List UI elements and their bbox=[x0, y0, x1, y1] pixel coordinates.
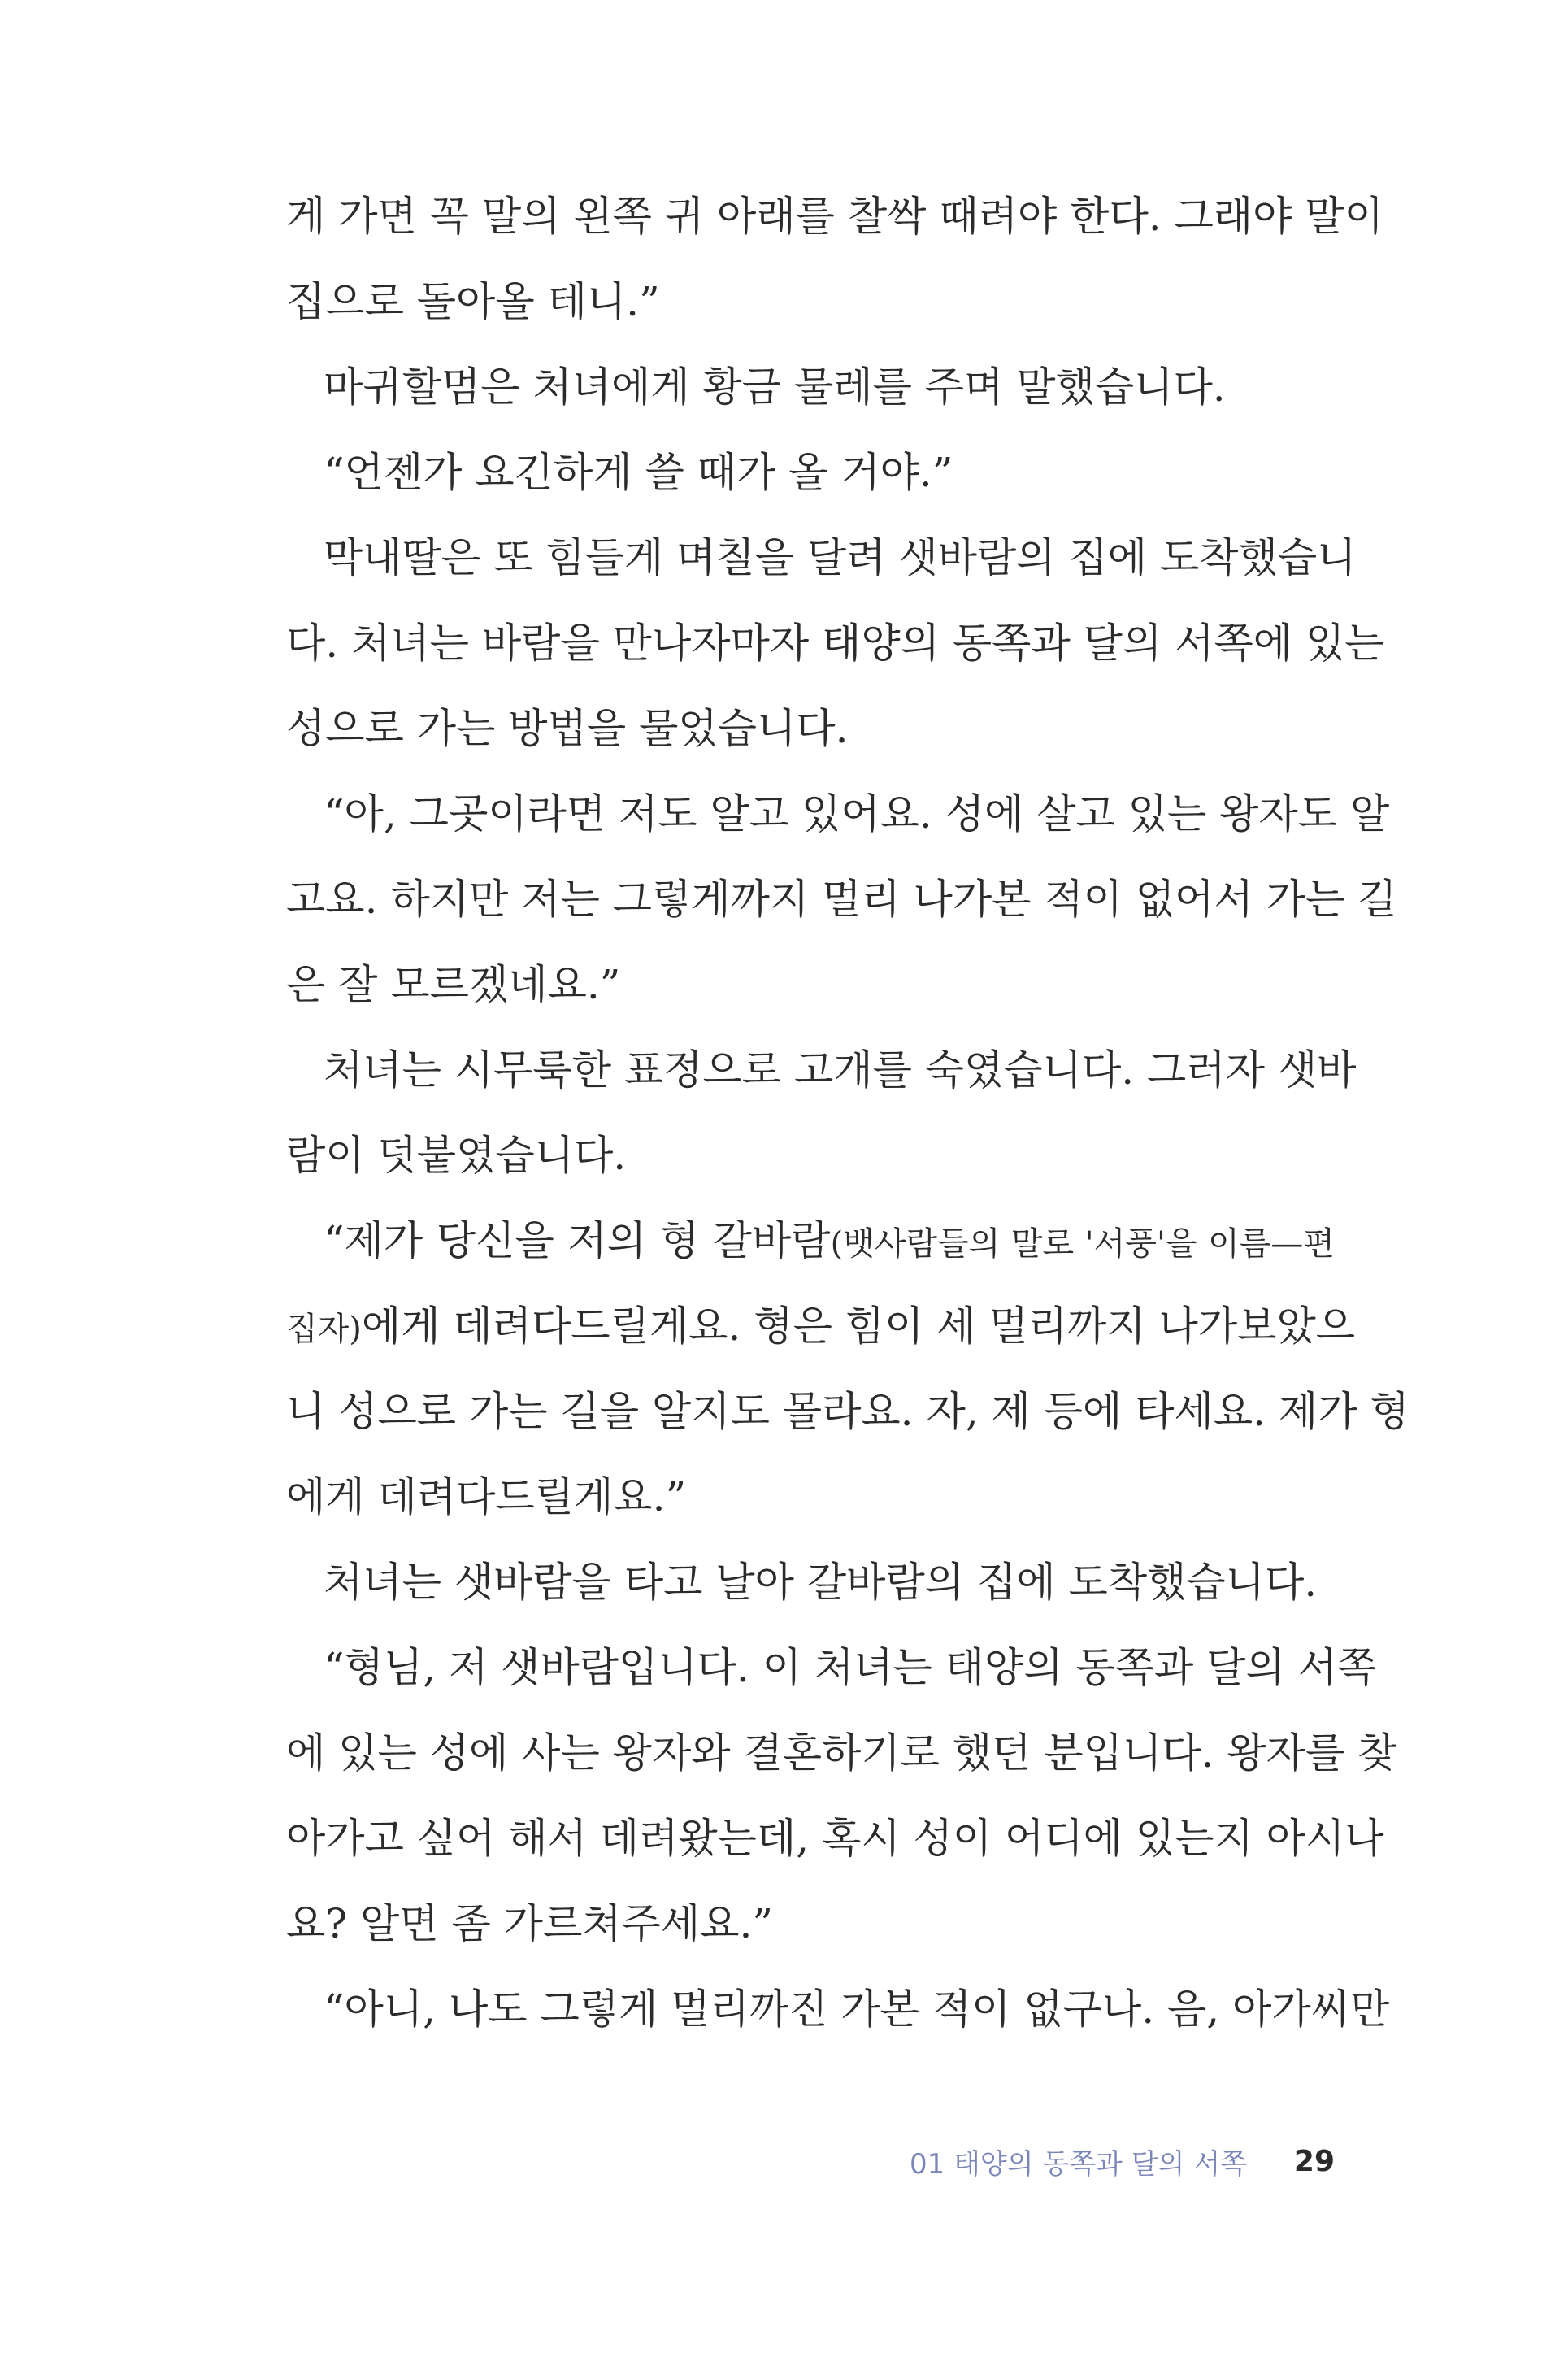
text-line bbox=[286, 1796, 1384, 1881]
text-line bbox=[286, 1881, 1335, 1967]
line-text: 성으로 가는 방법을 물었습니다. bbox=[286, 705, 849, 752]
text-line bbox=[286, 430, 1335, 515]
text-line bbox=[286, 1113, 1335, 1198]
line-text: “제가 당신을 저의 형 갈바람 bbox=[324, 1217, 831, 1264]
line-text: “아, 그곳이라면 저도 알고 있어요. 성에 살고 있는 왕자도 알 bbox=[324, 790, 1390, 837]
line-text: 막내딸은 또 힘들게 며칠을 달려 샛바람의 집에 도착했습니 bbox=[324, 534, 1357, 581]
text-line bbox=[286, 1284, 1356, 1369]
text-line bbox=[286, 515, 1357, 601]
line-text: 아가고 싶어 해서 데려왔는데, 혹시 성이 어디에 있는지 아시나 bbox=[286, 1815, 1384, 1862]
line-text: 집으로 돌아올 테니.” bbox=[286, 278, 660, 325]
running-chapter-title: 01 태양의 동쪽과 달의 서쪽 bbox=[909, 2147, 1247, 2181]
text-line bbox=[286, 1967, 1390, 2052]
body-text bbox=[286, 174, 1409, 2052]
line-text: 게 가면 꼭 말의 왼쪽 귀 아래를 찰싹 때려야 한다. 그래야 말이 bbox=[286, 193, 1383, 240]
text-line bbox=[286, 259, 1335, 345]
page-footer bbox=[286, 2137, 1335, 2186]
editor-note: 집자) bbox=[286, 1311, 362, 1348]
line-text: 고요. 하지만 저는 그렇게까지 멀리 나가본 적이 없어서 가는 길 bbox=[286, 876, 1397, 923]
text-line bbox=[286, 857, 1397, 942]
line-text: 에 있는 성에 사는 왕자와 결혼하기로 했던 분입니다. 왕자를 찾 bbox=[286, 1729, 1397, 1777]
text-line bbox=[286, 1625, 1377, 1711]
line-text: 마귀할멈은 처녀에게 황금 물레를 주며 말했습니다. bbox=[324, 363, 1226, 411]
text-line bbox=[286, 1711, 1397, 1796]
line-text: 요? 알면 좀 가르쳐주세요.” bbox=[286, 1900, 773, 1947]
text-line bbox=[286, 1198, 1335, 1284]
line-text: “언젠가 요긴하게 쓸 때가 올 거야.” bbox=[324, 449, 953, 496]
text-line bbox=[286, 345, 1335, 430]
text-line bbox=[286, 174, 1383, 259]
line-text: “아니, 나도 그렇게 멀리까진 가본 적이 없구나. 음, 아가씨만 bbox=[324, 1985, 1390, 2033]
line-text-tail: 에게 데려다드릴게요. 형은 힘이 세 멀리까지 나가보았으 bbox=[361, 1303, 1356, 1350]
text-line bbox=[286, 1455, 1335, 1540]
text-line bbox=[286, 601, 1384, 686]
line-text: 에게 데려다드릴게요.” bbox=[286, 1473, 687, 1520]
text-line bbox=[286, 1540, 1335, 1625]
text-line bbox=[286, 1028, 1357, 1113]
line-text: “형님, 저 샛바람입니다. 이 처녀는 태양의 동쪽과 달의 서쪽 bbox=[324, 1644, 1377, 1691]
page-number: 29 bbox=[1293, 2144, 1335, 2178]
line-text: 은 잘 모르겠네요.” bbox=[286, 961, 621, 1008]
line-text: 람이 덧붙였습니다. bbox=[286, 1132, 627, 1179]
text-line bbox=[286, 686, 1335, 772]
line-text: 처녀는 샛바람을 타고 날아 갈바람의 집에 도착했습니다. bbox=[324, 1559, 1318, 1606]
text-line bbox=[286, 1369, 1409, 1455]
line-text: 처녀는 시무룩한 표정으로 고개를 숙였습니다. 그러자 샛바 bbox=[324, 1046, 1357, 1094]
line-text: 니 성으로 가는 길을 알지도 몰라요. 자, 제 등에 타세요. 제가 형 bbox=[286, 1388, 1409, 1435]
line-text: 다. 처녀는 바람을 만나자마자 태양의 동쪽과 달의 서쪽에 있는 bbox=[286, 620, 1384, 667]
editor-note: (뱃사람들의 말로 '서풍'을 이름—편 bbox=[830, 1225, 1335, 1263]
text-line bbox=[286, 772, 1390, 857]
text-line bbox=[286, 942, 1335, 1028]
